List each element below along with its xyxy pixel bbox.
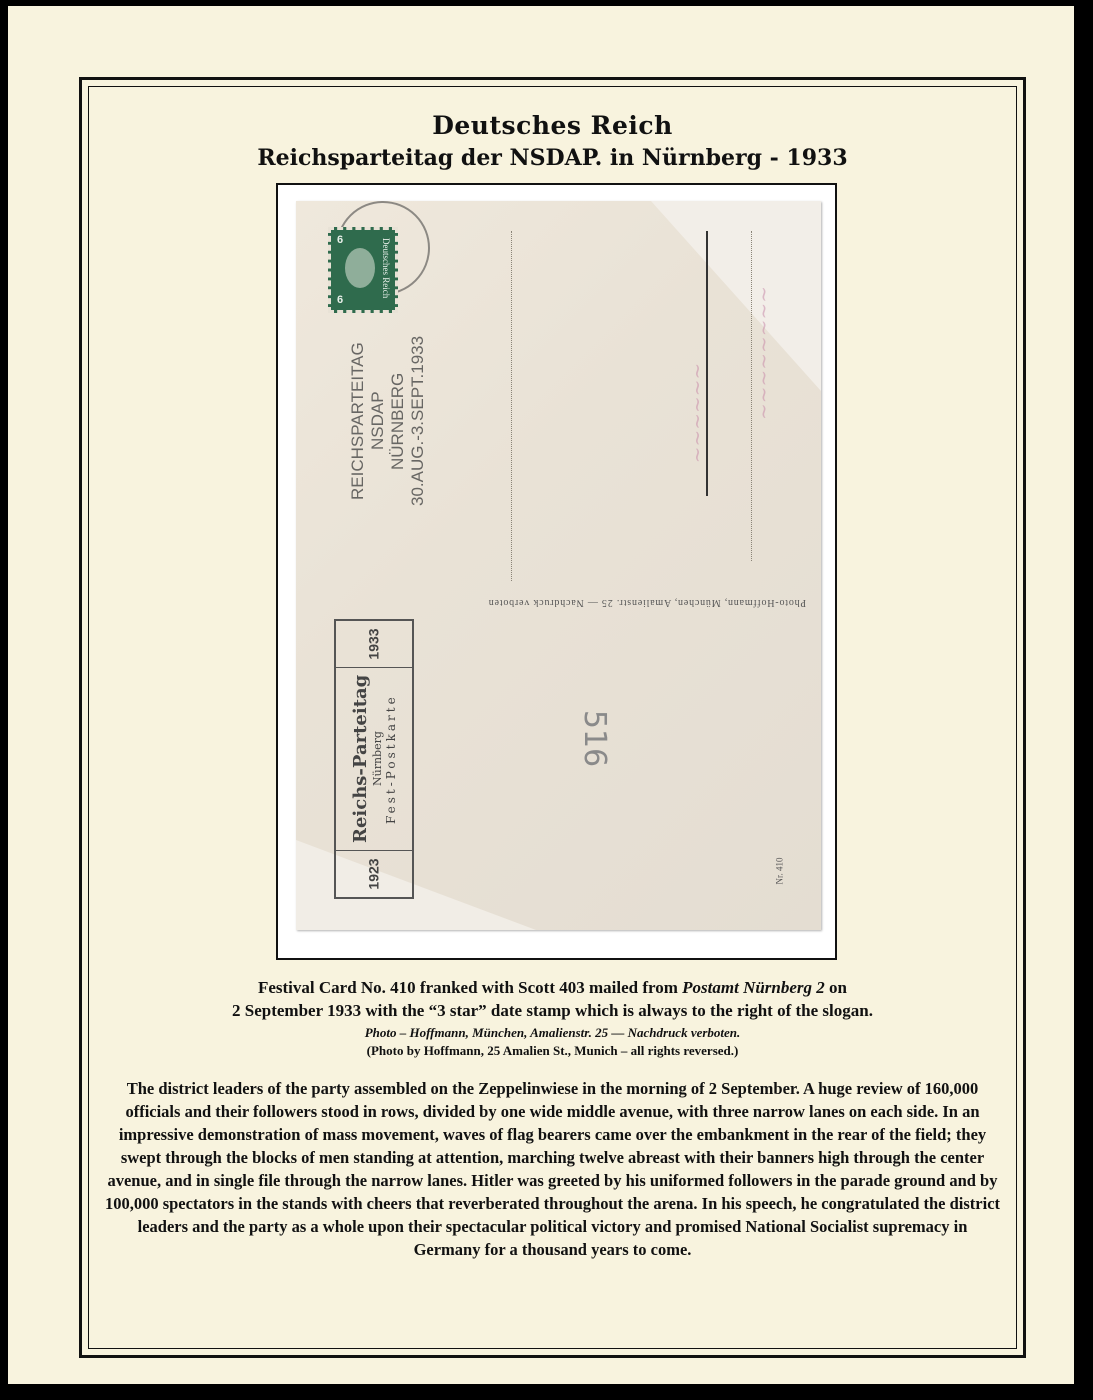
label-line-1: Reichs-Parteitag xyxy=(350,674,371,844)
publisher-imprint: Photo-Hoffmann, München, Amalienstr. 25 — Nachdruck verboten xyxy=(487,597,806,608)
slogan-cancel xyxy=(348,321,518,521)
hindenburg-portrait-icon xyxy=(345,248,375,288)
page-border xyxy=(79,77,1026,1358)
page-inner-border xyxy=(88,86,1017,1349)
pencil-note: 516 xyxy=(577,709,613,768)
label-line-2: Nürnberg xyxy=(371,731,384,787)
page-title: Deutsches Reich xyxy=(432,111,673,140)
slogan-line-1: REICHSPARTEITAG xyxy=(348,342,367,500)
stamp-inscription: Deutsches Reich xyxy=(381,238,391,299)
handwriting-icon: ~~~~~~ xyxy=(684,362,709,464)
caption-line-2: 2 September 1933 with the “3 star” date stamp which is always to the right of the slogan. xyxy=(232,1001,873,1020)
label-year-right: 1933 xyxy=(336,621,412,668)
label-line-3: Fest-Postkarte xyxy=(384,694,398,824)
postcard-image xyxy=(296,201,821,930)
label-center xyxy=(336,667,412,851)
label-year-left: 1923 xyxy=(336,850,412,897)
photo-credit-german: Photo – Hoffmann, München, Amalienstr. 25 — Nachdruck verboten. xyxy=(364,1025,741,1040)
stamp-value: 6 xyxy=(337,234,344,246)
album-page xyxy=(8,6,1074,1384)
handwriting-icon-2: ~~~~~~~~ xyxy=(751,285,776,421)
stamp-value-2: 6 xyxy=(337,294,344,306)
festival-card-label xyxy=(334,619,414,899)
postcard-mount xyxy=(276,183,837,960)
photo-credit-english: (Photo by Hoffmann, 25 Amalien St., Munich – all rights reversed.) xyxy=(366,1043,739,1058)
postage-stamp xyxy=(328,227,398,313)
slogan-line-2: NSDAP xyxy=(368,391,387,451)
page-subtitle: Reichsparteitag der NSDAP. in Nürnberg - 1933 xyxy=(257,145,848,171)
slogan-line-4: 30.AUG.-3.SEPT.1933 xyxy=(408,335,427,507)
card-number: Nr. 410 xyxy=(774,857,785,885)
description-paragraph: The district leaders of the party assembled on the Zeppelinwiese in the morning of 2 September. A huge review of 160,000 officials and their followers stood in rows, divided by one wide middle avenue, with three narrow lanes on each side. In an impressive demonstration of mass movement, waves of flag bearers came over the embankment in the rear of the field; they swept through the blocks of men standing at attention, marching twelve abreast with their banners high through the center avenue, and in single file through the narrow lanes. Hitler was greeted by his uniformed followers in the parade ground and by 100,000 spectators in the stands with cheers that reverberated throughout the arena. In his speech, he congratulated the district leaders and the party as a whole upon their spectacular political victory and promised National Socialist supremacy in Germany for a thousand years to come. xyxy=(104,1079,1001,1259)
slogan-line-3: NÜRNBERG xyxy=(388,372,407,470)
card-caption: Festival Card No. 410 franked with Scott 403 mailed from Postamt Nürnberg 2 on 2 September 1933 with the “3 star” date stamp which is always to the right of the slogan. xyxy=(232,978,873,1020)
